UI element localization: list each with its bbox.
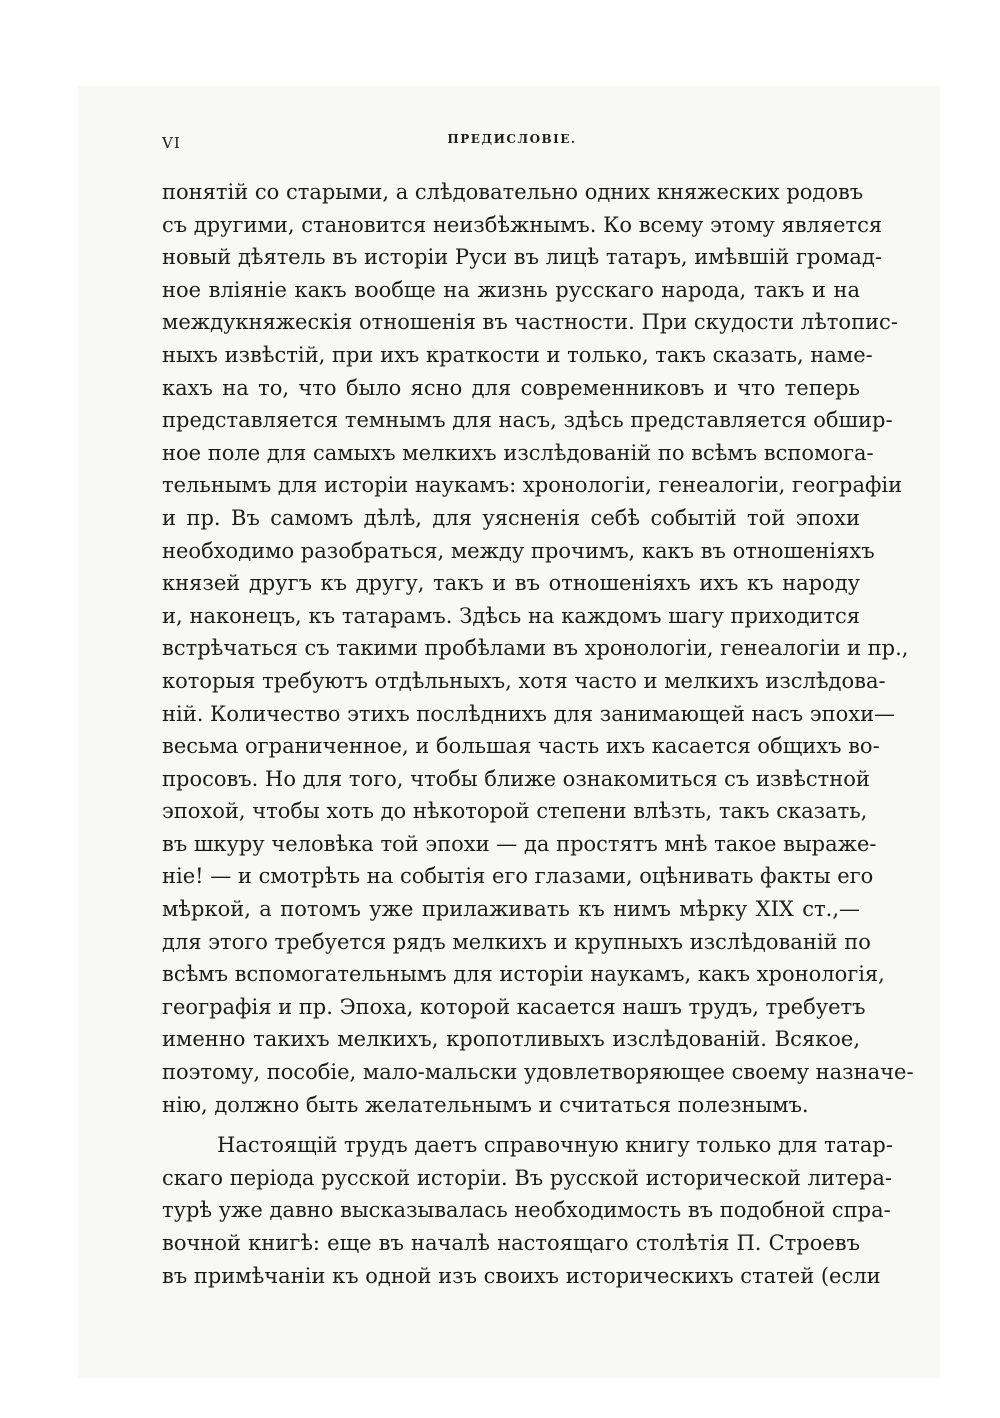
text-line: и пр. Въ самомъ дѣлѣ, для уясненія себѣ событій той эпохи xyxy=(162,505,860,530)
text-line: ное вліяніе какъ вообще на жизнь русскаго народа, такъ и на xyxy=(162,277,860,302)
text-line: поэтому, пособіе, мало-мальски удовлетворяющее своему назначе- xyxy=(162,1060,914,1085)
text-line: понятій со старыми, а слѣдовательно одних княжеских родовъ xyxy=(162,180,864,204)
text-line: всѣмъ вспомогательнымъ для исторіи наукамъ, какъ хронологія, xyxy=(162,962,885,987)
text-line: именно такихъ мелкихъ, кропотливыхъ изслѣдованій. Всякое, xyxy=(162,1027,860,1052)
text-line: въ примѣчаніи къ одной изъ своихъ историческихъ статей (если xyxy=(162,1263,881,1288)
text-line: новый дѣятель въ исторіи Руси въ лицѣ татаръ, имѣвшій громад- xyxy=(162,245,882,270)
text-line: тельнымъ для исторіи наукамъ: хронологіи, генеалогіи, географіи xyxy=(162,473,903,498)
text-line: которыя требуютъ отдѣльныхъ, хотя часто и мелкихъ изслѣдова- xyxy=(162,668,886,693)
text-line: кахъ на то, что было ясно для современниковъ и что теперь xyxy=(162,375,860,400)
text-line: ніе! — и смотрѣть на событія его глазами, оцѣнивать факты его xyxy=(162,864,874,889)
text-line: весьма ограниченное, и большая часть ихъ касается общихъ во- xyxy=(162,734,880,759)
text-line: скаго періода русской исторіи. Въ русской исторической литера- xyxy=(162,1165,893,1190)
text-line: встрѣчаться съ такими пробѣлами въ хронологіи, генеалогіи и пр., xyxy=(162,636,909,661)
text-line: междукняжескія отношенія въ частности. При скудости лѣтопис- xyxy=(162,310,898,335)
text-line: съ другими, становится неизбѣжнымъ. Ко всему этому является xyxy=(162,212,883,237)
running-title: ПРЕДИСЛОВІЕ. xyxy=(447,132,577,146)
text-line: въ шкуру человѣка той эпохи — да простятъ мнѣ такое выраже- xyxy=(162,831,877,856)
text-line: ное поле для самыхъ мелкихъ изслѣдованій по всѣмъ вспомога- xyxy=(162,440,874,465)
text-line: князей другъ къ другу, такъ и въ отношеніяхъ ихъ къ народу xyxy=(162,571,860,596)
text-line: вочной книгѣ: еще въ началѣ настоящаго столѣтія П. Строевъ xyxy=(162,1231,860,1255)
text-line: географія и пр. Эпоха, которой касается нашъ трудъ, требуетъ xyxy=(162,994,866,1019)
text-line: ній. Количество этихъ послѣднихъ для занимающей насъ эпохи— xyxy=(162,701,896,726)
text-line: необходимо разобраться, между прочимъ, какъ въ отношеніяхъ xyxy=(162,538,875,563)
text-line: для этого требуется рядъ мелкихъ и крупныхъ изслѣдованій по xyxy=(162,929,871,954)
text-line: просовъ. Но для того, чтобы ближе ознакомиться съ извѣстной xyxy=(162,766,870,791)
text-line: ныхъ извѣстій, при ихъ краткости и только, такъ сказать, наме- xyxy=(162,342,873,367)
paragraph-1 xyxy=(162,176,914,1121)
text-line: мѣркой, а потомъ уже прилаживать къ нимъ мѣрку XIX ст.,— xyxy=(162,897,860,922)
text-line: Настоящій трудъ даетъ справочную книгу только для татар- xyxy=(217,1133,893,1158)
text-line: турѣ уже давно высказывалась необходимость въ подобной спра- xyxy=(162,1198,891,1223)
page-header xyxy=(162,132,862,156)
body-text xyxy=(162,176,914,1292)
page-number: VI xyxy=(162,134,181,152)
text-line: нію, должно быть желательнымъ и считаться полезнымъ. xyxy=(162,1092,809,1117)
text-line: и, наконецъ, къ татарамъ. Здѣсь на каждомъ шагу приходится xyxy=(162,603,860,628)
paragraph-2 xyxy=(162,1129,893,1292)
text-line: эпохой, чтобы хоть до нѣкоторой степени влѣзть, такъ сказать, xyxy=(162,799,868,824)
text-line: представляется темнымъ для насъ, здѣсь представляется обшир- xyxy=(162,408,893,433)
